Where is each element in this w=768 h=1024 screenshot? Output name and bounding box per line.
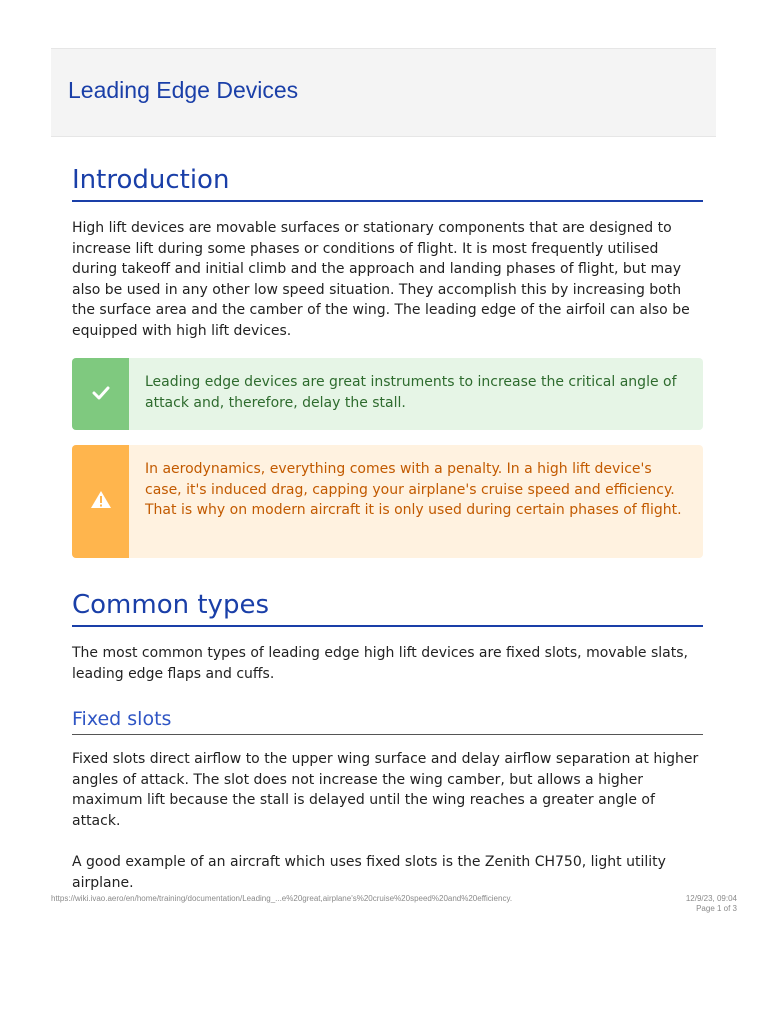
article-content <box>72 160 703 893</box>
page-header <box>51 48 716 137</box>
fixed-slots-paragraph-2: A good example of an aircraft which uses fixed slots is the Zenith CH750, light utility airplane. <box>72 854 666 891</box>
warning-callout-icon-bar <box>72 445 129 558</box>
fixed-slots-paragraph-1: Fixed slots direct airflow to the upper wing surface and delay airflow separation at higher angles of attack. The slot does not increase the wing camber, but allows a higher maximum lift because the stall is delayed until the wing reaches a greater angle of attack. <box>72 751 699 829</box>
warning-callout <box>72 445 703 558</box>
page-title: Leading Edge Devices <box>68 77 299 103</box>
footer-meta <box>686 894 737 914</box>
check-icon <box>92 385 110 404</box>
success-callout-icon-bar <box>72 358 129 430</box>
success-callout-text: Leading edge devices are great instruments to increase the critical angle of attack and, therefore, delay the stall. <box>145 374 677 411</box>
footer-page-number: Page 1 of 3 <box>696 904 737 913</box>
footer-datetime: 12/9/23, 09:04 <box>685 894 737 903</box>
fixed-slots-heading: Fixed slots <box>72 704 703 735</box>
warning-callout-text: In aerodynamics, everything comes with a penalty. In a high lift device's case, it's induced drag, capping your airplane's cruise speed and efficiency. That is why on modern aircraft it is only used during certain phases of flight. <box>145 461 682 518</box>
success-callout <box>72 358 703 430</box>
introduction-paragraph: High lift devices are movable surfaces or stationary components that are designed to increase lift during some phases or conditions of flight. It is most frequently utilised during takeoff and initial climb and the approach and landing phases of flight, but may also be used in any other low speed situation. They accomplish this by increasing both the surface area and the camber of the wing. The leading edge of the airfoil can also be equipped with high lift devices. <box>72 220 690 339</box>
common-types-paragraph: The most common types of leading edge high lift devices are fixed slots, movable slats, leading edge flaps and cuffs. <box>72 645 688 682</box>
common-types-heading: Common types <box>72 585 703 627</box>
footer-url: https://wiki.ivao.aero/en/home/training/documentation/Leading_...e%20great,airplane's%20cruise%20speed%20and%20efficiency. <box>51 894 513 903</box>
introduction-heading: Introduction <box>72 160 703 202</box>
warning-triangle-icon <box>90 490 112 513</box>
